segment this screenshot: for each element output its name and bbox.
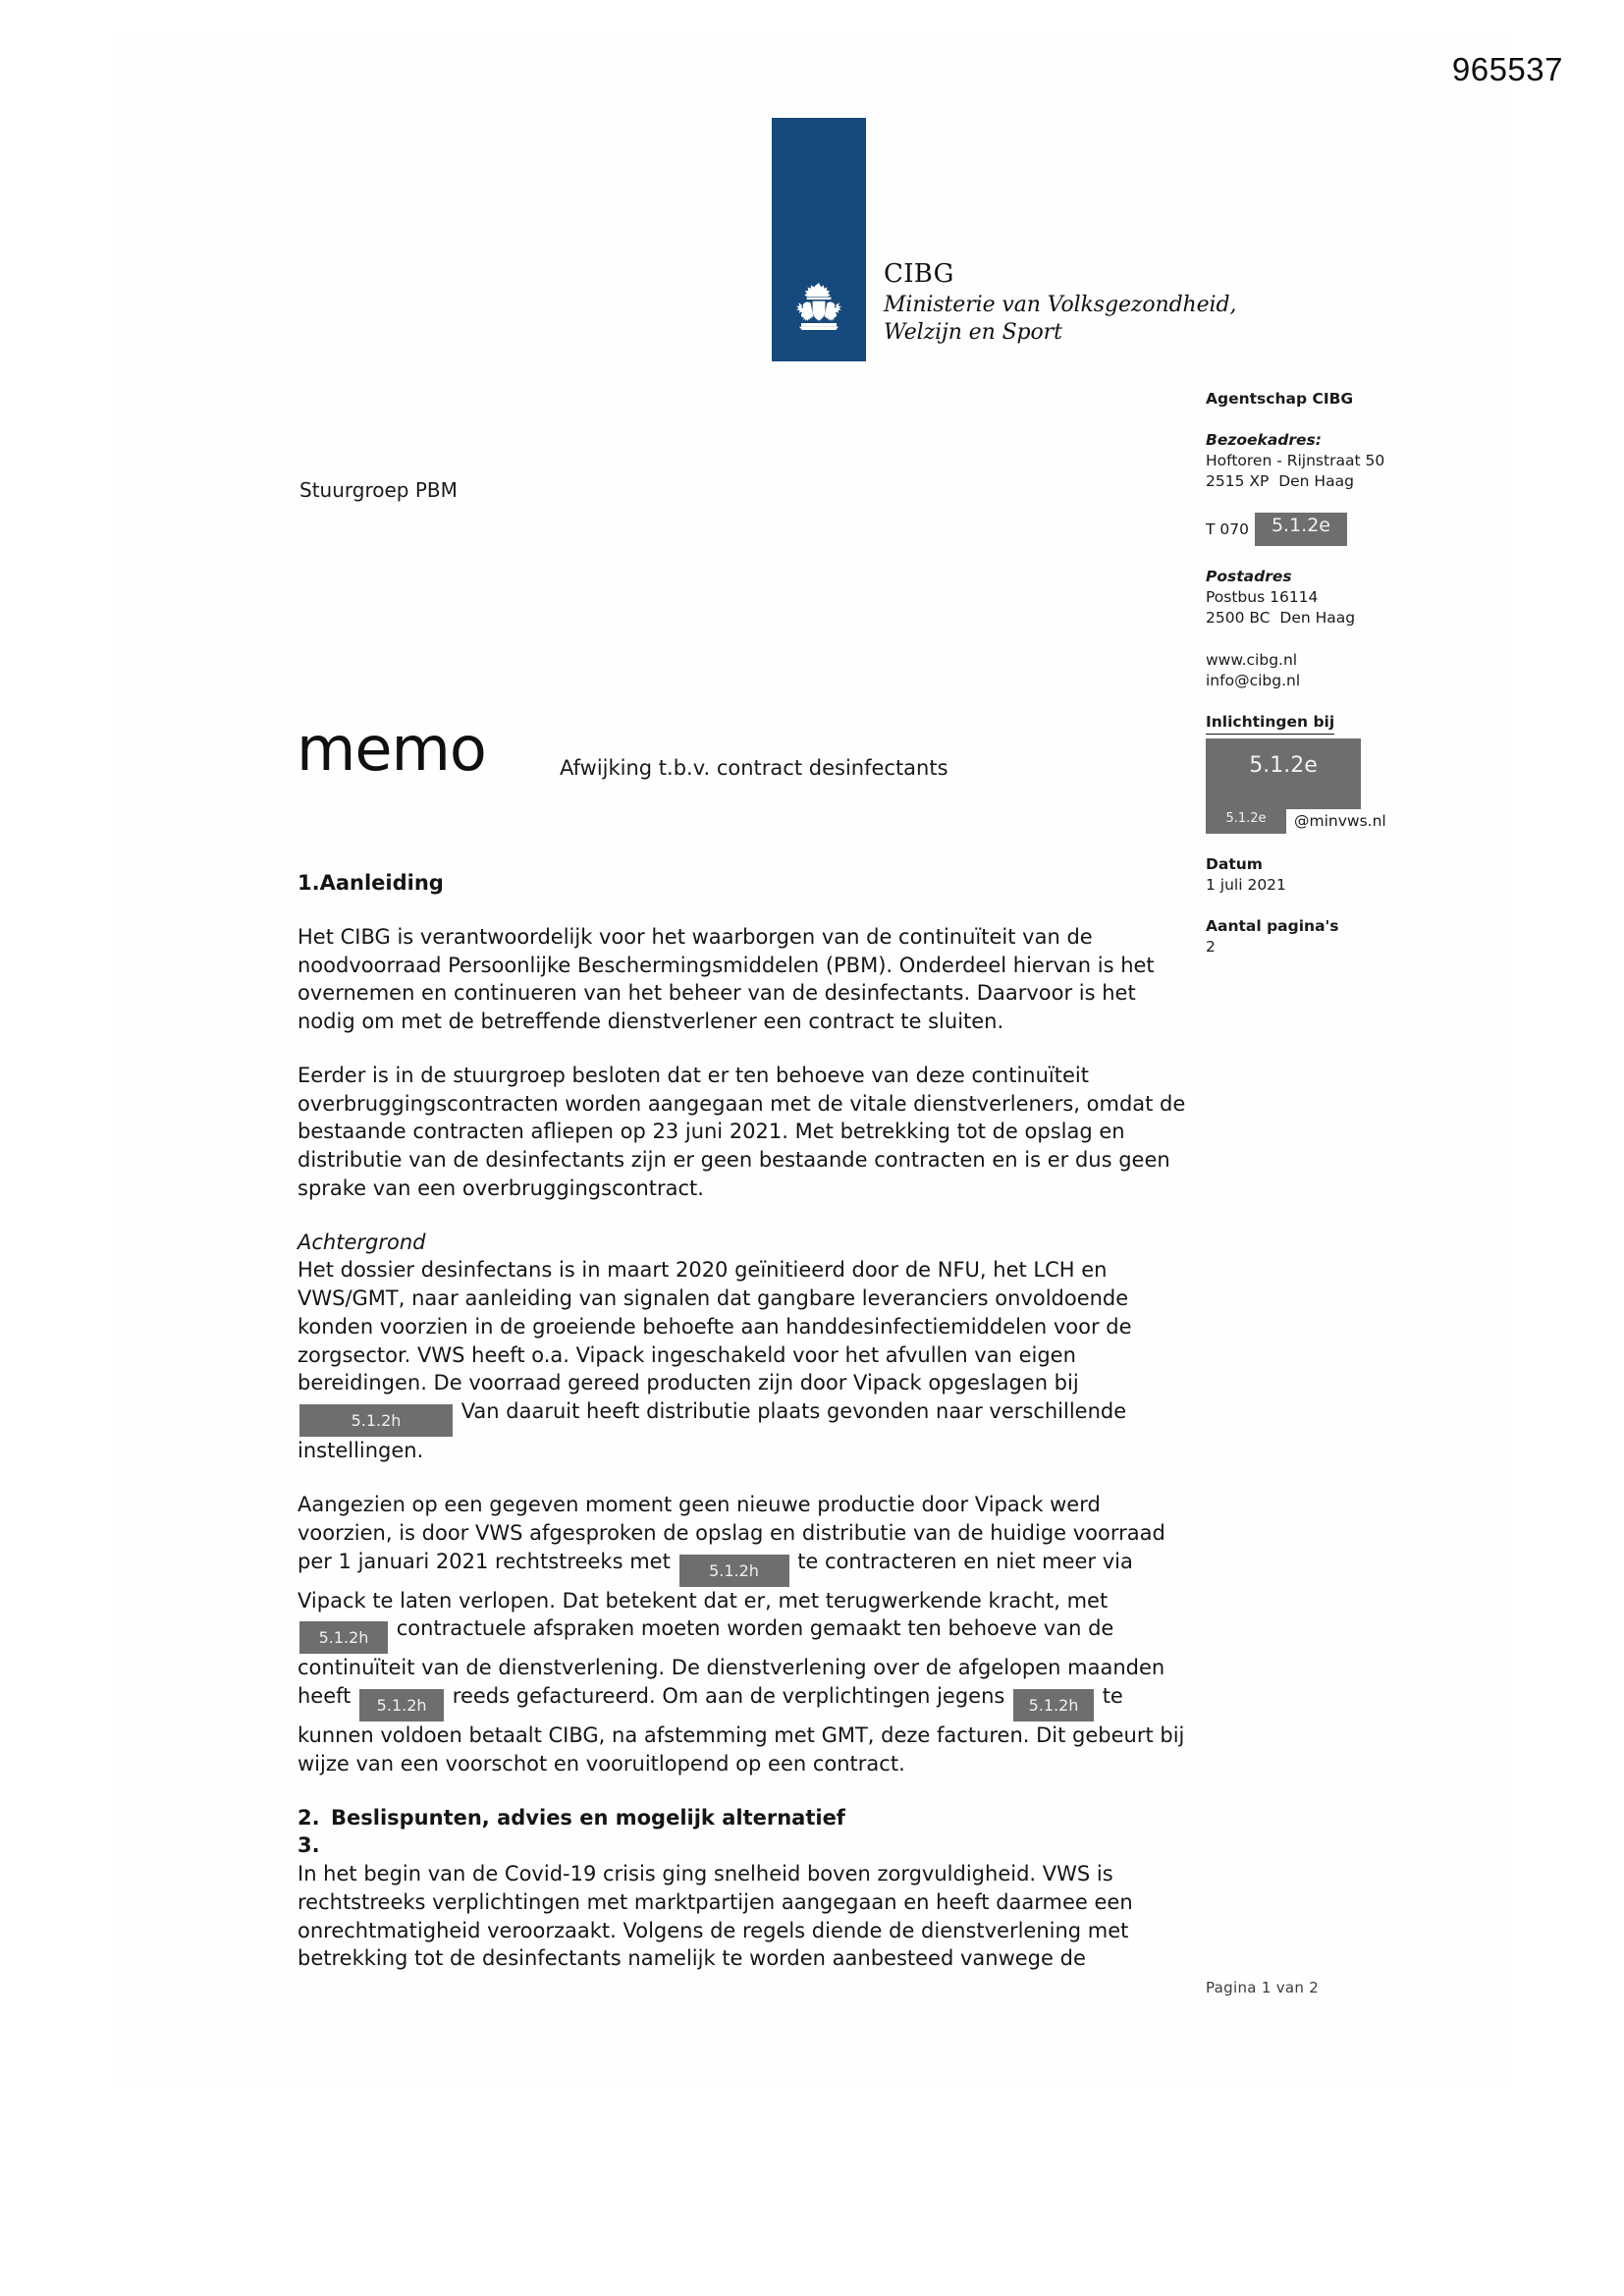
logo-blue-bar: [772, 118, 866, 361]
paragraph-4-text-e: te kunnen voldoen betaalt CIBG, na afstemming met GMT, deze facturen. Dit gebeurt bij wijze van een voorschot en vooruitlopend op een contract.: [298, 1684, 1185, 1776]
sender-meta-column: [1206, 389, 1417, 978]
logo-ministry-line-2: Welzijn en Sport: [884, 320, 1062, 346]
meta-contact-block: [1206, 712, 1417, 834]
meta-agency-label: Agentschap CIBG: [1206, 390, 1354, 408]
paragraph-2: Eerder is in de stuurgroep besloten dat er ten behoeve van deze continuïteit overbruggingscontracten worden aangegaan met de vitale dienstverleners, omdat de bestaande contracten afliepen op 23 juni 2021. Met betrekking tot de opslag en distributie van de desinfectants zijn er geen bestaande contracten en is er dus geen sprake van een overbruggingscontract.: [298, 1063, 1186, 1200]
meta-postal-label: Postadres: [1206, 568, 1292, 586]
meta-postal-address-block: [1206, 567, 1417, 629]
page-title: memo: [297, 713, 486, 785]
cibg-logo: [772, 118, 1236, 361]
page-footer: Pagina 1 van 2: [1206, 1979, 1320, 1996]
redaction-box-inline-2: 5.1.2h: [679, 1555, 789, 1587]
meta-date-label: Datum: [1206, 854, 1263, 873]
logo-ministry-line-1: Ministerie van Volksgezondheid,: [884, 292, 1237, 317]
meta-date-block: [1206, 854, 1417, 896]
redaction-box-inline-3: 5.1.2h: [299, 1621, 388, 1654]
meta-phone-label: T 070: [1206, 519, 1249, 538]
addressee: Stuurgroep PBM: [299, 478, 458, 502]
paragraph-4-text-a: Aangezien op een gegeven moment geen nieuwe productie door Vipack werd voorzien, is door VWS afgesproken de opslag en distributie van de huidige voorraad per 1 januari 2021 rechtstreeks met: [298, 1493, 1165, 1573]
redaction-box-email-user: 5.1.2e: [1206, 809, 1286, 834]
subheading-achtergrond: Achtergrond: [298, 1230, 426, 1254]
redaction-box-inline-1: 5.1.2h: [299, 1404, 453, 1437]
section-heading-3-number: 3.: [298, 1833, 320, 1858]
meta-visiting-address-block: [1206, 430, 1417, 492]
memo-subject: Afwijking t.b.v. contract desinfectants: [560, 756, 948, 780]
paragraph-4-text-c: contractuele afspraken moeten worden gemaakt ten behoeve van de continuïteit van de dienstverlening. De dienstverlening over de afgelopen maanden heeft: [298, 1616, 1165, 1709]
logo-organisation: CIBG: [884, 259, 954, 290]
logo-wordmark: [884, 258, 1236, 348]
meta-contact-email-row: [1206, 809, 1417, 834]
paragraph-4-text-b: te contracteren en niet meer via Vipack te laten verlopen. Dat betekent dat er, met terugwerkende kracht, met: [298, 1549, 1133, 1613]
section-heading-1: 1.Aanleiding: [298, 871, 444, 895]
paragraph-3-text-b: Van daaruit heeft distributie plaats gevonden naar verschillende instellingen.: [298, 1399, 1127, 1463]
paragraph-4: [298, 1491, 1196, 1778]
paragraph-5: In het begin van de Covid-19 crisis ging snelheid boven zorgvuldigheid. VWS is rechtstreeks verplichtingen met marktpartijen aangegaan en heeft daarmee een onrechtmatigheid veroorzaakt. Volgens de regels diende de dienstverlening met betrekking tot de desinfectants namelijk te worden aanbesteed vanwege de: [298, 1862, 1133, 1971]
redaction-box-inline-4: 5.1.2h: [359, 1689, 444, 1722]
meta-postal-line-1: Postbus 16114: [1206, 588, 1319, 607]
paragraph-1: Het CIBG is verantwoordelijk voor het waarborgen van de continuïteit van de noodvoorraad Persoonlijke Beschermingsmiddelen (PBM). Onderdeel hiervan is het overnemen en continueren van het beheer van de desinfectants. Daarvoor is het nodig om met de betreffende dienstverlener een contract te sluiten.: [298, 924, 1155, 1034]
document-number: 965537: [1451, 51, 1563, 87]
paragraph-4-text-d: reeds gefactureerd. Om aan de verplichtingen jegens: [452, 1684, 1005, 1709]
paragraph-3-text-a: Het dossier desinfectans is in maart 2020 geïnitieerd door de NFU, het LCH en VWS/GMT, naar aanleiding van signalen dat gangbare leveranciers onvoldoende konden voorzien in de groeiende behoefte aan handdesinfectiemiddelen voor de zorgsector. VWS heeft o.a. Vipack ingeschakeld voor het afvullen van eigen bereidingen. De voorraad gereed producten zijn door Vipack opgeslagen bij: [298, 1258, 1132, 1395]
dutch-royal-coat-of-arms-icon: [788, 279, 849, 344]
meta-agency-block: [1206, 389, 1417, 410]
section-heading-2: [298, 1804, 1196, 1832]
meta-phone-block: [1206, 513, 1417, 546]
redaction-box-inline-5: 5.1.2h: [1013, 1689, 1094, 1722]
document-body: [298, 869, 1196, 1973]
redaction-box-phone: 5.1.2e: [1255, 513, 1347, 546]
section-heading-2-number: 2.: [298, 1805, 320, 1830]
meta-contact-email-domain: @minvws.nl: [1294, 811, 1386, 830]
meta-pages-value: 2: [1206, 938, 1216, 957]
paragraph-3: [298, 1229, 1196, 1465]
meta-postal-line-2: 2500 BC Den Haag: [1206, 609, 1356, 628]
meta-pages-label: Aantal pagina's: [1206, 916, 1339, 935]
meta-pages-block: [1206, 916, 1417, 957]
section-heading-2-text: Beslispunten, advies en mogelijk alternatief: [331, 1805, 845, 1830]
meta-web-block: [1206, 650, 1417, 691]
meta-website[interactable]: www.cibg.nl: [1206, 650, 1298, 669]
meta-visiting-label: Bezoekadres:: [1206, 431, 1322, 450]
meta-visiting-line-2: 2515 XP Den Haag: [1206, 472, 1354, 491]
meta-date-value: 1 juli 2021: [1206, 875, 1286, 894]
redaction-box-contact-name: 5.1.2e: [1206, 738, 1361, 809]
meta-contact-label: Inlichtingen bij: [1206, 712, 1334, 735]
meta-email[interactable]: info@cibg.nl: [1206, 671, 1301, 689]
meta-visiting-line-1: Hoftoren - Rijnstraat 50: [1206, 452, 1385, 470]
